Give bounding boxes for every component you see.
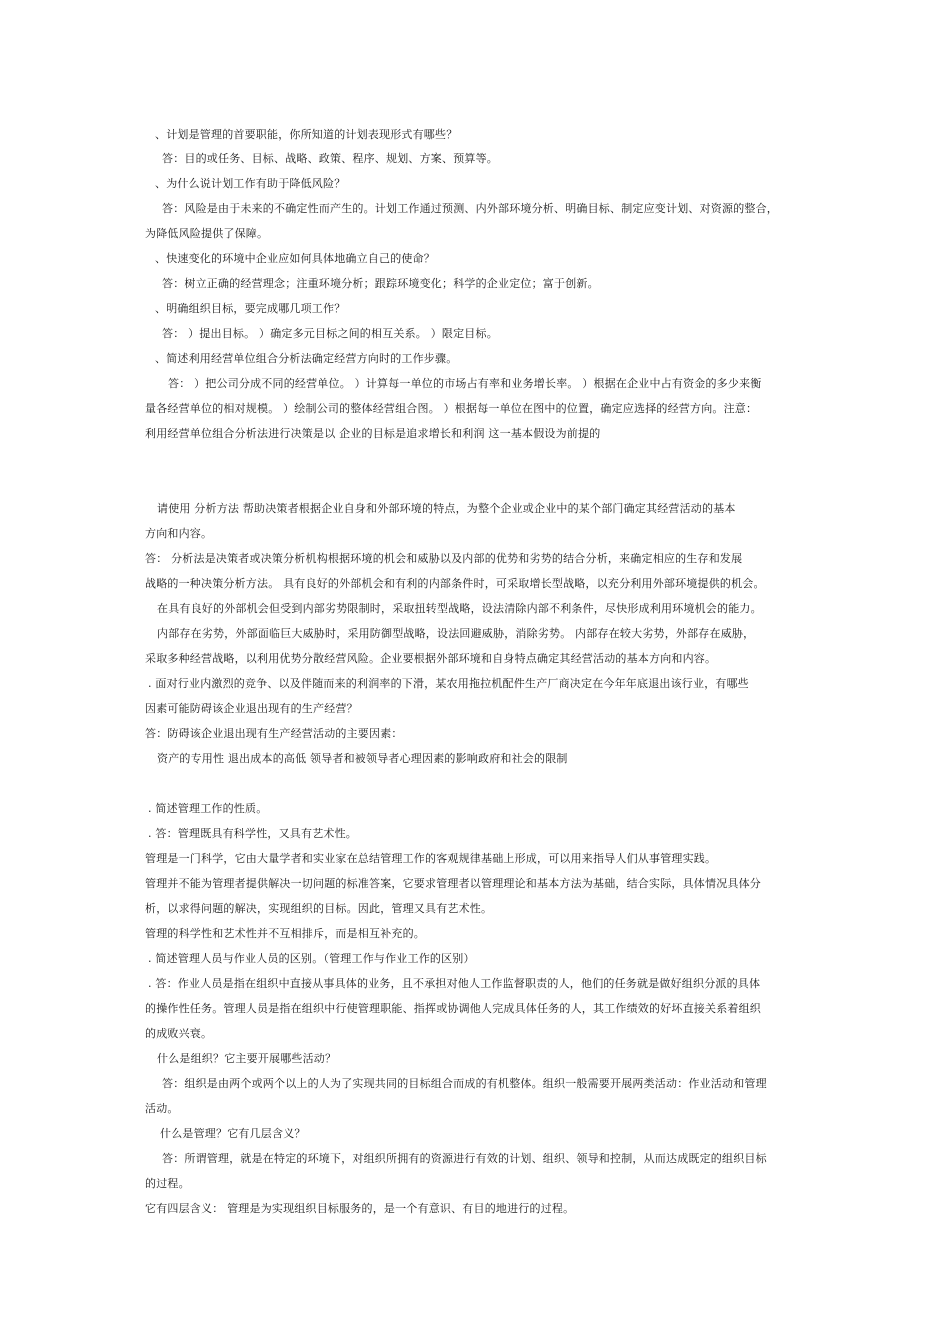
- answer-line: 答：所谓管理，就是在特定的环境下，对组织所拥有的资源进行有效的计划、组织、领导和控制，从而达成既定的组织目标: [162, 1152, 767, 1165]
- question-line: 什么是管理？它有几层含义？: [160, 1127, 306, 1140]
- question-line: 因素可能防碍该企业退出现有的生产经营？: [145, 702, 358, 715]
- answer-line: 答：组织是由两个或两个以上的人为了实现共同的目标组合而成的有机整体。组织一般需要开展两类活动：作业活动和管理: [162, 1077, 767, 1090]
- question-line: . 面对行业内激烈的竞争、以及伴随而来的利润率的下滑，某农用拖拉机配件生产厂商决定在今年年底退出该行业，有哪些: [148, 677, 749, 690]
- answer-line: 的成败兴衰。: [145, 1027, 213, 1040]
- question-line: 什么是组织？它主要开展哪些活动？: [157, 1052, 337, 1065]
- answer-line: 内部存在劣势，外部面临巨大威胁时，采用防御型战略，设法回避威胁，消除劣势。 内部存在较大劣势，外部存在威胁，: [157, 627, 755, 640]
- answer-line: 在具有良好的外部机会但受到内部劣势限制时，采取扭转型战略，设法清除内部不利条件，尽快形成利用环境机会的能力。: [157, 602, 762, 615]
- answer-line: 采取多种经营战略，以利用优势分散经营风险。企业要根据外部环境和自身特点确定其经营活动的基本方向和内容。: [145, 652, 717, 665]
- answer-line: 管理的科学性和艺术性并不互相排斥，而是相互补充的。: [145, 927, 425, 940]
- answer-line: 量各经营单位的相对规模。 ）绘制公司的整体经营组合图。 ）根据每一单位在图中的位置，确定应选择的经营方向。注意：: [145, 402, 758, 415]
- answer-line: 为降低风险提供了保障。: [145, 227, 269, 240]
- question-line: 方向和内容。: [145, 527, 213, 540]
- answer-line: 的操作性任务。管理人员是指在组织中行使管理职能、指挥或协调他人完成具体任务的人，其工作绩效的好坏直接关系着组织: [145, 1002, 761, 1015]
- answer-line: 资产的专用性 退出成本的高低 领导者和被领导者心理因素的影响政府和社会的限制: [157, 752, 568, 765]
- question-line: 、计划是管理的首要职能，你所知道的计划表现形式有哪些？: [155, 128, 458, 141]
- question-line: 、明确组织目标，要完成哪几项工作？: [155, 302, 346, 315]
- question-line: 、快速变化的环境中企业应如何具体地确立自己的使命？: [155, 252, 435, 265]
- answer-line: 答： ）提出目标。 ）确定多元目标之间的相互关系。 ）限定目标。: [162, 327, 498, 340]
- question-line: . 简述管理人员与作业人员的区别。（管理工作与作业工作的区别）: [148, 952, 475, 965]
- answer-line: 答：风险是由于未来的不确定性而产生的。计划工作通过预测、内外部环境分析、明确目标、制定应变计划、对资源的整合，: [162, 202, 778, 215]
- answer-line: . 答：管理既具有科学性，又具有艺术性。: [148, 827, 357, 840]
- answer-line: 管理并不能为管理者提供解决一切问题的标准答案，它要求管理者以管理理论和基本方法为基础，结合实际，具体情况具体分: [145, 877, 761, 890]
- answer-line: 战略的一种决策分析方法。 具有良好的外部机会和有利的内部条件时，可采取增长型战略，以充分利用外部环境提供的机会。: [145, 577, 765, 590]
- question-line: 、为什么说计划工作有助于降低风险？: [155, 177, 346, 190]
- answer-line: 活动。: [145, 1102, 179, 1115]
- answer-line: 答：树立正确的经营理念；注重环境分析；跟踪环境变化；科学的企业定位；富于创新。: [162, 277, 599, 290]
- answer-line: 答： 分析法是决策者或决策分析机构根据环境的机会和威胁以及内部的优势和劣势的结合分析，来确定相应的生存和发展: [145, 552, 743, 565]
- answer-line: 答：目的或任务、目标、战略、政策、程序、规划、方案、预算等。: [162, 152, 498, 165]
- answer-line: . 答：作业人员是指在组织中直接从事具体的业务，且不承担对他人工作监督职责的人，他们的任务就是做好组织分派的具体: [148, 977, 761, 990]
- answer-line: 答： ）把公司分成不同的经营单位。 ）计算每一单位的市场占有率和业务增长率。 ）根据在企业中占有资金的多少来衡: [168, 377, 762, 390]
- answer-line: 管理是一门科学，它由大量学者和实业家在总结管理工作的客观规律基础上形成，可以用来指导人们从事管理实践。: [145, 852, 717, 865]
- answer-line: 答：防碍该企业退出现有生产经营活动的主要因素：: [145, 727, 403, 740]
- question-line: 、简述利用经营单位组合分析法确定经营方向时的工作步骤。: [155, 352, 458, 365]
- question-line: 请使用 分析方法 帮助决策者根据企业自身和外部环境的特点，为整个企业或企业中的某个部门确定其经营活动的基本: [157, 502, 736, 515]
- answer-line: 利用经营单位组合分析法进行决策是以 企业的目标是追求增长和利润 这一基本假设为前提的: [145, 427, 601, 440]
- answer-line: 析，以求得问题的解决，实现组织的目标。因此，管理又具有艺术性。: [145, 902, 493, 915]
- answer-line: 的过程。: [145, 1177, 190, 1190]
- answer-line: 它有四层含义： 管理是为实现组织目标服务的，是一个有意识、有目的地进行的过程。: [145, 1202, 575, 1215]
- question-line: . 简述管理工作的性质。: [148, 802, 268, 815]
